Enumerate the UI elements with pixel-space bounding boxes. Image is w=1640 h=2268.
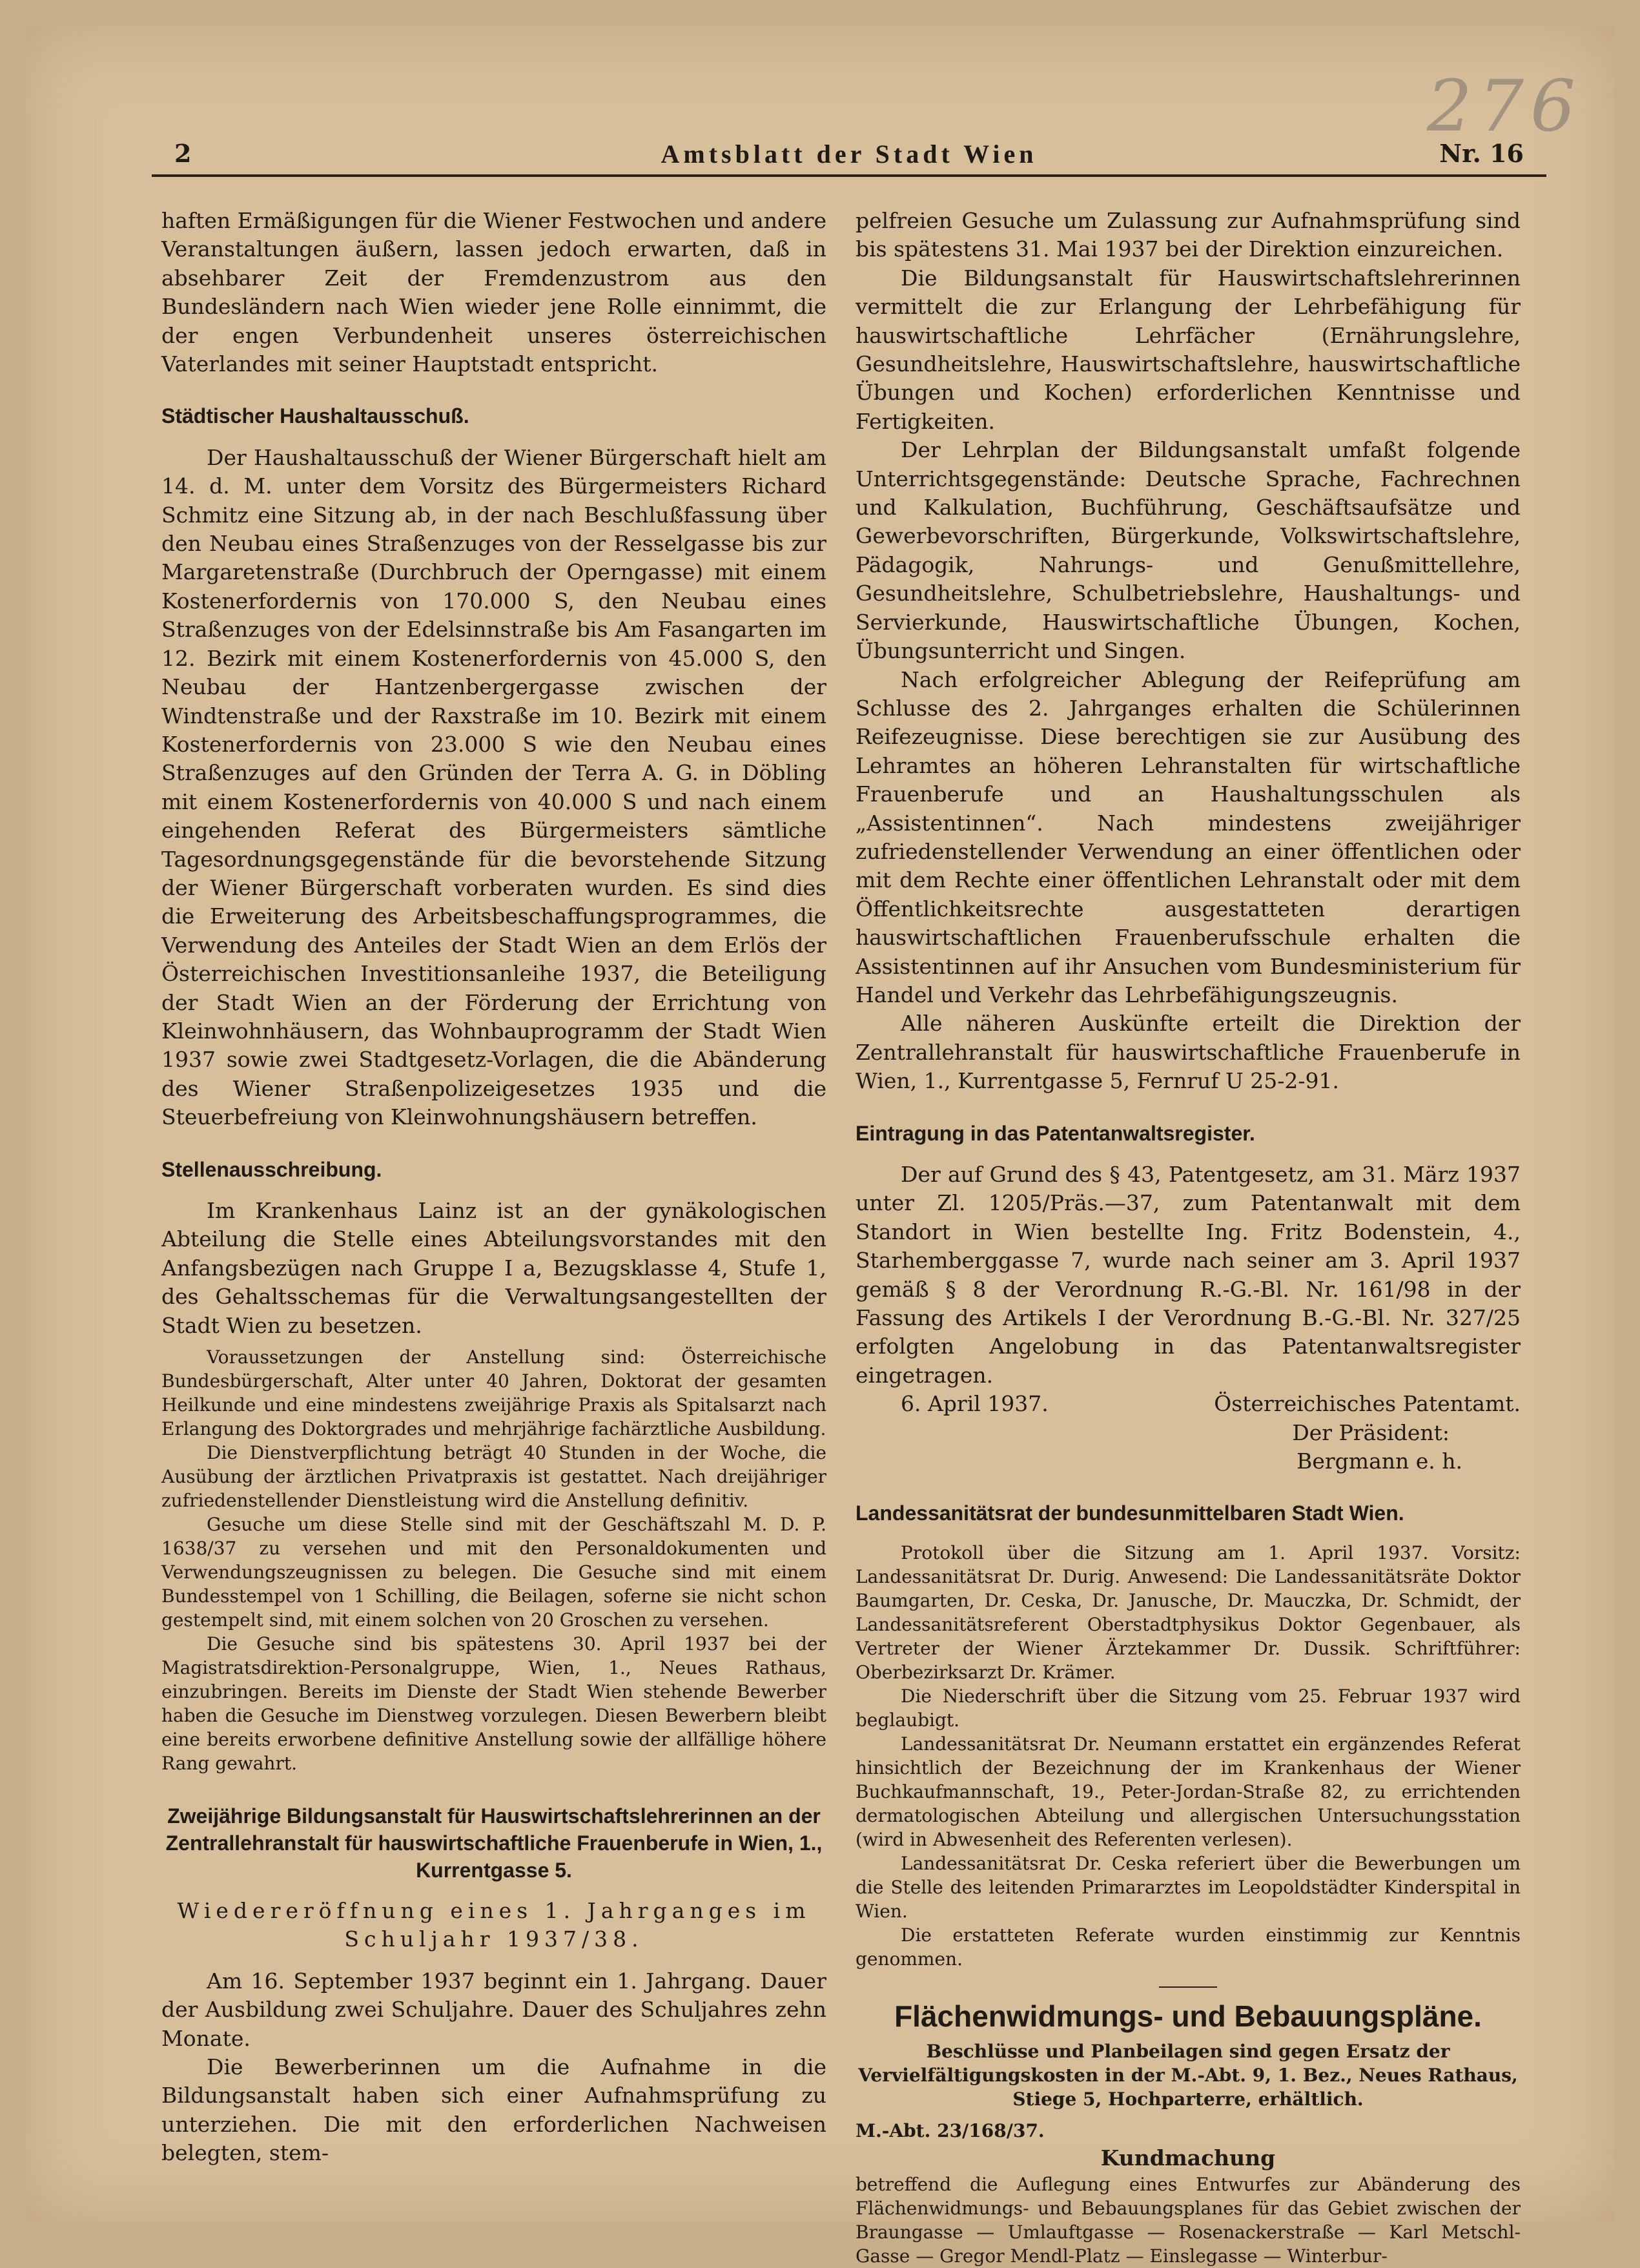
- signature-name: Bergmann e. h.: [1297, 1448, 1462, 1474]
- heading-bildungsanstalt: Zweijährige Bildungsanstalt für Hauswirtschaftslehrerinnen an der Zentrallehranstalt für hauswirtschaftliche Frauenberufe in Wien, 1., Kurrentgasse 5.: [165, 1804, 823, 1882]
- paragraph-haushalt: Der Haushaltausschuß der Wiener Bürgerschaft hielt am 14. d. M. unter dem Vorsitz des Bürgermeisters Richard Schmitz eine Sitzung ab, in der nach Beschlußfassung über den Neubau eines Straßenzuges von der Resselgasse bis zur Margaretenstraße (Durchbruch der Operngasse) mit einem Kostenerfordernis von 170.000 S, den Neubau eines Straßenzuges von der Edelsinnstraße bis Am Fasangarten im 12. Bezirk mit einem Kostenerfordernis von 45.000 S, den Neubau der Hantzenbergergasse zwischen der Windtenstraße und der Raxstraße im 10. Bezirk mit einem Kostenerfordernis von 23.000 S wie den Neubau eines Straßenzuges auf den Gründen der Terra A. G. in Döbling mit einem Kostenerfordernis von 40.000 S und nach einem eingehenden Referat des Bürgermeisters sämtliche Tagesordnungsgegenstände für die bevorstehende Sitzung der Wiener Bürgerschaft vorberaten wurden. Es sind dies die Erweiterung des Arbeitsbeschaffungsprogrammes, die Verwendung des Anteiles der Stadt Wien an dem Erlös der Österreichischen Investitionsanleihe 1937, die Beteiligung der Stadt Wien an der Förderung der Errichtung von Kleinwohnhäusern, das Wohnbauprogramm der Stadt Wien 1937 sowie zwei Stadtgesetz-Vorlagen, die die Abänderung des Wiener Straßenpolizeigesetzes 1935 und die Steuerbefreiung von Kleinwohnungshäusern betreffen.: [161, 444, 826, 1130]
- page-header: [174, 139, 1524, 171]
- paragraph-stelle: Im Krankenhaus Lainz ist an der gynäkologischen Abteilung die Stelle eines Abteilungsvorstandes mit den Anfangsbezügen nach Gruppe I a, Bezugsklasse 4, Stufe 1, des Gehaltsschemas für die Verwaltungsangestellten der Stadt Wien zu besetzen.: [161, 1198, 826, 1338]
- heading-landessanitaetsrat: Landessanitätsrat der bundesunmittelbaren Stadt Wien.: [856, 1501, 1404, 1525]
- heading-flaechenwidmung: Flächenwidmungs- und Bebauungspläne.: [894, 1999, 1482, 2033]
- heading-stellenausschreibung: Stellenausschreibung.: [161, 1157, 382, 1181]
- subheading-wiedereroeffnung: Wiedereröffnung eines 1. Jahrganges im Schuljahr 1937/38.: [177, 1898, 811, 1952]
- paragraph-auskuenfte: Alle näheren Auskünfte erteilt die Direktion der Zentrallehranstalt für hauswirtschaftliche Frauenberufe in Wien, 1., Kurrentgasse 5, Fernruf U 25-2-91.: [856, 1011, 1521, 1094]
- page-number: 2: [174, 139, 192, 168]
- paragraph-gesuche-frist: pelfreien Gesuche um Zulassung zur Aufnahmsprüfung sind bis spätestens 31. Mai 1937 bei der Direktion einzureichen.: [856, 208, 1521, 262]
- paragraph-beschluesse: Beschlüsse und Planbeilagen sind gegen Ersatz der Vervielfältigungskosten in der M.-Abt. 9, 1. Bez., Neues Rathaus, Stiege 5, Hochparterre, erhältlich.: [858, 2040, 1518, 2110]
- paragraph-patentanwalt: Der auf Grund des § 43, Patentgesetz, am 31. März 1937 unter Zl. 1205/Präs.—37, zum Patentanwalt mit dem Standort in Wien bestellte Ing. Fritz Bodenstein, 4., Starhemberggasse 7, wurde nach seiner am 3. April 1937 gemäß § 8 der Verordnung R.-G.-Bl. Nr. 161/98 in der Fassung des Artikels I der Verordnung B.-G.-Bl. Nr. 327/25 erfolgten Angelobung in das Patentanwaltsregister eingetragen.: [856, 1162, 1521, 1388]
- paragraph-gesuche: Gesuche um diese Stelle sind mit der Geschäftszahl M. D. P. 1638/37 zu versehen und mit den Personaldokumenten und Verwendungszeugnissen zu belegen. Die Gesuche sind mit einem Bundesstempel von 1 Schilling, die Beilagen, soferne sie nicht schon gestempelt sind, mit einem solchen von 20 Groschen zu versehen.: [161, 1514, 826, 1631]
- paragraph-lehrbefaehigung: Die Bildungsanstalt für Hauswirtschaftslehrerinnen vermittelt die zur Erlangung der Lehrbefähigung für hauswirtschaftliche Lehrfächer (Ernährungslehre, Gesundheitslehre, Hauswirtschaftslehre, hauswirtschaftliche Übungen und Kochen) erforderlichen Kenntnisse und Fertigkeiten.: [856, 265, 1521, 434]
- paragraph-fristen: Die Gesuche sind bis spätestens 30. April 1937 bei der Magistratsdirektion-Personalgruppe, Wien, 1., Neues Rathaus, einzubringen. Bereits im Dienste der Stadt Wien stehende Bewerber haben die Gesuche im Dienstweg vorzulegen. Diesen Bewerbern bleibt eine bereits erworbene definitive Anstellung sowie der allfällige höhere Rang gewahrt.: [161, 1633, 826, 1775]
- paragraph-voraussetzungen: Voraussetzungen der Anstellung sind: Österreichische Bundesbürgerschaft, Alter unter 40 Jahren, Doktorat der gesamten Heilkunde und eine mindestens zweijährige Praxis als Spitalsarzt nach Erlangung des Doktorgrades und mehrjährige fachärztliche Ausbildung.: [161, 1346, 826, 1440]
- paragraph-referate: Die erstatteten Referate wurden einstimmig zur Kenntnis genommen.: [856, 1924, 1521, 1970]
- section-divider: [1159, 1986, 1217, 1988]
- paragraph-bewerberinnen: Die Bewerberinnen um die Aufnahme in die Bildungsanstalt haben sich einer Aufnahmsprüfung zu unterziehen. Die mit den erforderlichen Nachweisen belegten, stem-: [161, 2054, 826, 2166]
- paragraph-kundmachung: betreffend die Auflegung eines Entwurfes zur Abänderung des Flächenwidmungs- und Bebauungsplanes für das Gebiet zwischen der Braungasse — Umlauftgasse — Rosenackerstraße — Karl Metschl-Gasse — Gregor Mendl-Platz — Einslegasse — Winterbur-: [856, 2174, 1521, 2267]
- publication-title: Amtsblatt der Stadt Wien: [661, 139, 1038, 169]
- heading-kundmachung: Kundmachung: [1100, 2145, 1276, 2170]
- heading-haushaltausschuss: Städtischer Haushaltausschuß.: [161, 404, 469, 428]
- paragraph-ceska: Landessanitätsrat Dr. Ceska referiert über die Bewerbungen um die Stelle des leitenden Primararztes im Leopoldstädter Kinderspital in Wien.: [856, 1852, 1521, 1922]
- heading-patentanwalt: Eintragung in das Patentanwaltsregister.: [856, 1121, 1255, 1145]
- paragraph-jahrgang: Am 16. September 1937 beginnt ein 1. Jahrgang. Dauer der Ausbildung zwei Schuljahre. Dauer des Schuljahres zehn Monate.: [161, 1968, 826, 2051]
- signature-title: Der Präsident:: [1292, 1419, 1450, 1445]
- paragraph-lehrplan: Der Lehrplan der Bildungsanstalt umfaßt folgende Unterrichtsgegenstände: Deutsche Sprache, Fachrechnen und Kalkulation, Buchführung, Geschäftsaufsätze und Gewerbevorschriften, Bürgerkunde, Volkswirtschaftslehre, Pädagogik, Nahrungs- und Genußmittellehre, Gesundheitslehre, Schulbetriebslehre, Haushaltungs- und Servierkunde, Hauswirtschaftliche Übungen, Kochen, Übungsunterricht und Singen.: [856, 437, 1521, 664]
- header-rule: [152, 174, 1546, 177]
- signature-office: Österreichisches Patentamt.: [1214, 1391, 1521, 1417]
- paragraph-dienst: Die Dienstverpflichtung beträgt 40 Stunden in der Woche, die Ausübung der ärztlichen Privatpraxis ist gestattet. Nach dreijähriger zufriedenstellender Dienstleistung wird die Anstellung definitiv.: [161, 1442, 826, 1512]
- paragraph-protokoll: Protokoll über die Sitzung am 1. April 1937. Vorsitz: Landessanitätsrat Dr. Durig. Anwesend: Die Landessanitätsräte Doktor Baumgarten, Dr. Ceska, Dr. Janusche, Dr. Mauczka, Dr. Schmidt, der Landessanitätsreferent Oberstadtphysikus Doktor Gegenbauer, als Vertreter der Wiener Ärztekammer Dr. Dussik. Schriftführer: Oberbezirksarzt Dr. Krämer.: [856, 1541, 1521, 1683]
- issue-number: Nr. 16: [1439, 139, 1524, 168]
- paragraph-neumann: Landessanitätsrat Dr. Neumann erstattet ein ergänzendes Referat hinsichtlich der Bezeichnung der im Krankenhaus der Wiener Buchkaufmannschaft, 19., Peter-Jordan-Straße 82, zu errichtenden dermatologischen Abteilung und allergischen Untersuchungsstation (wird in Abwesenheit des Referenten verlesen).: [856, 1733, 1521, 1850]
- left-column: [161, 207, 826, 2168]
- right-column: [856, 207, 1521, 2268]
- intro-paragraph: haften Ermäßigungen für die Wiener Festwochen und andere Veranstaltungen äußern, lassen jedoch erwarten, daß in absehbarer Zeit der Fremdenzustrom aus den Bundesländern nach Wien wieder jene Rolle einnimmt, die der engen Verbundenheit unseres österreichischen Vaterlandes mit seiner Hauptstadt entspricht.: [161, 208, 826, 377]
- signature-date: 6. April 1937.: [901, 1391, 1049, 1417]
- paragraph-niederschrift: Die Niederschrift über die Sitzung vom 25. Februar 1937 wird beglaubigt.: [856, 1685, 1521, 1731]
- signature-block: [856, 1390, 1521, 1418]
- reference-number: M.-Abt. 23/168/37.: [856, 2119, 1045, 2141]
- pencil-annotation: 276: [1427, 65, 1582, 147]
- paragraph-reifepruefung: Nach erfolgreicher Ablegung der Reifeprüfung am Schlusse des 2. Jahrganges erhalten die Schülerinnen Reifezeugnisse. Diese berechtigen sie zur Ausübung des Lehramtes an höheren Lehranstalten für wirtschaftliche Frauenberufe und an Haushaltungsschulen als „Assistentinnen“. Nach mindestens zweijähriger zufriedenstellender Verwendung an einer öffentlichen oder mit dem Rechte einer öffentlichen Lehranstalt oder mit dem Öffentlichkeitsrechte ausgestatteten derartigen hauswirtschaftlichen Frauenberufsschule erhalten die Assistentinnen auf ihr Ansuchen vom Bundesministerium für Handel und Verkehr das Lehrbefähigungszeugnis.: [856, 666, 1521, 1007]
